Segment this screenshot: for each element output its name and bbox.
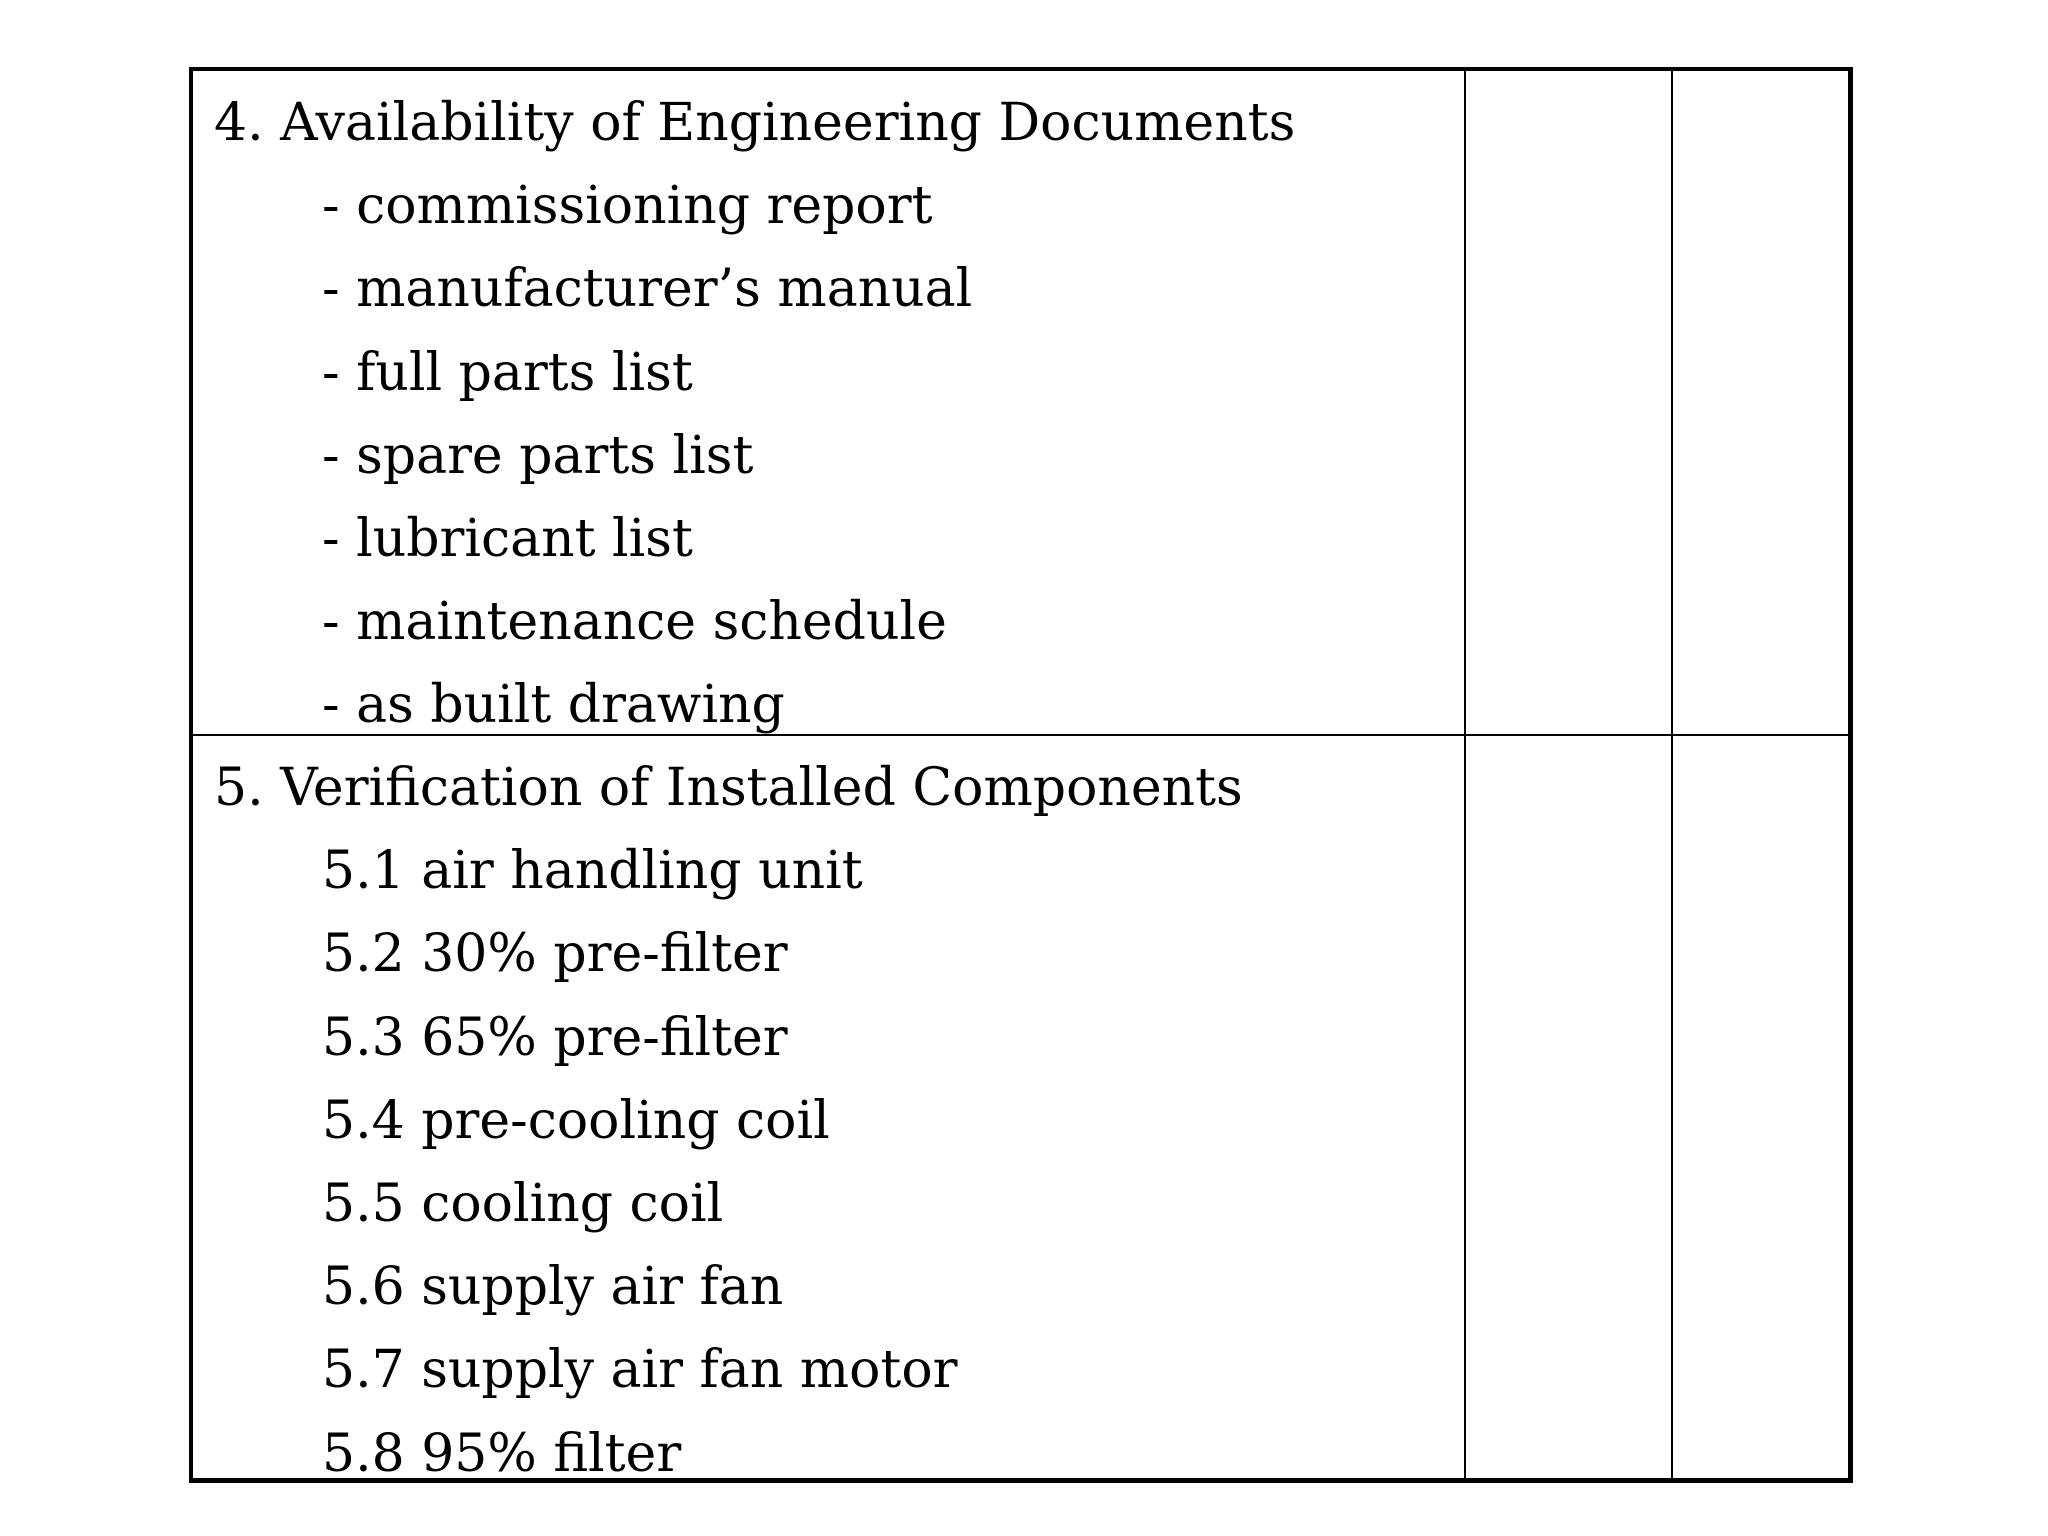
section-5-item: 5.1 air handling unit xyxy=(322,841,863,902)
section-5-check-cell-1[interactable] xyxy=(1466,736,1673,1478)
section-4-cell xyxy=(193,71,1466,736)
section-4-item: - maintenance schedule xyxy=(322,592,947,653)
section-4-check-cell-1[interactable] xyxy=(1466,71,1673,736)
section-5-item: 5.6 supply air fan xyxy=(322,1257,784,1318)
section-4-item: - full parts list xyxy=(322,342,693,403)
section-4-check-cell-2[interactable] xyxy=(1673,71,1848,736)
section-5-item: 5.5 cooling coil xyxy=(322,1174,724,1235)
section-5-item: 5.7 supply air fan motor xyxy=(322,1340,958,1401)
section-5-item: 5.4 pre-cooling coil xyxy=(322,1090,830,1151)
section-4-item: - spare parts list xyxy=(322,425,754,486)
section-5-item: 5.8 95% filter xyxy=(322,1423,682,1478)
checklist-table xyxy=(189,67,1853,1483)
section-5-heading: 5. Verification of Installed Components xyxy=(214,758,1243,818)
section-4-item: - lubricant list xyxy=(322,509,693,570)
section-5-item: 5.3 65% pre-filter xyxy=(322,1007,788,1068)
section-4-item: - as built drawing xyxy=(322,675,785,736)
section-4-heading: 4. Availability of Engineering Documents xyxy=(214,93,1296,153)
section-5-check-cell-2[interactable] xyxy=(1673,736,1848,1478)
section-5-item: 5.2 30% pre-filter xyxy=(322,924,788,985)
section-5-cell xyxy=(193,736,1466,1478)
section-4-item: - manufacturer’s manual xyxy=(322,259,973,320)
section-4-item: - commissioning report xyxy=(322,176,933,237)
